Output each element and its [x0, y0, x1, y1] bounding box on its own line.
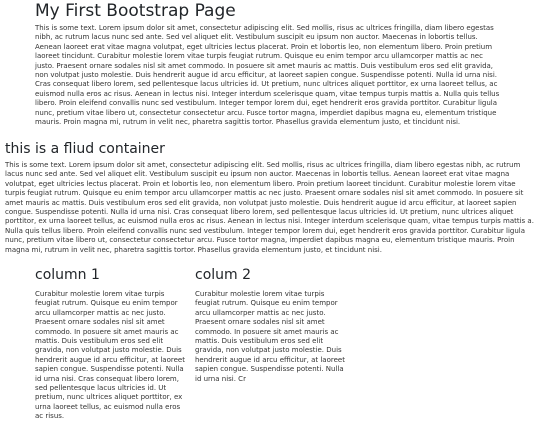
- column-1-heading: column 1: [35, 267, 100, 283]
- fluid-container-section: [5, 141, 535, 255]
- columns-row: [35, 267, 515, 421]
- column-1-paragraph: Curabitur molestie lorem vitae turpis feugiat rutrum. Quisque eu enim tempor arcu ullamcorper mattis ac nec justo. Praesent ornare sodales nisl sit amet commodo. In posuere sit amet mauris ac mattis. Duis vestibulum eros sed elit gravida, non volutpat justo molestie. Duis hendrerit augue id arcu efficitur, at laoreet sapien congue. Suspendisse potenti. Nulla id urna nisi. Cras consequat libero lorem, sed pellentesque lacus ultricies id. Ut pretium, nunc ultrices aliquet porttitor, ex urna laoreet tellus, ac euismod nulla eros ac risus.: [35, 290, 185, 421]
- column-1: [35, 267, 185, 422]
- fluid-container-heading: this is a fliud container: [5, 141, 165, 157]
- column-2: [195, 267, 345, 384]
- page-heading: My First Bootstrap Page: [35, 1, 236, 21]
- intro-paragraph: This is some text. Lorem ipsum dolor sit amet, consectetur adipiscing elit. Sed mollis, risus ac ultrices fringilla, diam libero egestas nibh, ac rutrum lacus nunc sed ante. Sed vel aliquet elit. Vestibulum suscipit eu ipsum non auctor. Maecenas in lobortis tellus. Aenean laoreet erat vitae magna volutpat, eget ultricies lectus placerat. Proin et lobortis leo, non elementum libero. Proin pretium laoreet tincidunt. Curabitur molestie lorem vitae turpis feugiat rutrum. Quisque eu enim tempor arcu ullamcorper mattis ac nec justo. Praesent ornare sodales nisl sit amet commodo. In posuere sit amet mauris ac mattis. Duis vestibulum eros sed elit gravida, non volutpat justo molestie. Duis hendrerit augue id arcu efficitur, at laoreet sapien congue. Suspendisse potenti. Nulla id urna nisi. Cras consequat libero lorem, sed pellentesque lacus ultricies id. Ut pretium, nunc ultrices aliquet porttitor, ex urna laoreet tellus, ac euismod nulla eros ac risus. Aenean in lectus nisi. Integer interdum scelerisque quam, vitae tempus turpis mattis a. Nulla quis tellus libero. Proin eleifend convallis nunc sed vestibulum. Integer tempor lorem dui, eget hendrerit eros gravida porttitor. Curabitur ligula nunc, pretium vitae libero ut, consectetur consectetur arcu. Fusce tortor magna, imperdiet dapibus magna eu, elementum tristique mauris. Proin magna mi, rutrum in velit nec, pharetra sagittis tortor. Phasellus gravida elementum justo, et tincidunt nisi.: [35, 24, 500, 127]
- fluid-container-paragraph: This is some text. Lorem ipsum dolor sit amet, consectetur adipiscing elit. Sed mollis, risus ac ultrices fringilla, diam libero egestas nibh, ac rutrum lacus nunc sed ante. Sed vel aliquet elit. Vestibulum suscipit eu ipsum non auctor. Maecenas in lobortis tellus. Aenean laoreet erat vitae magna volutpat, eget ultricies lectus placerat. Proin et lobortis leo, non elementum libero. Proin pretium laoreet tincidunt. Curabitur molestie lorem vitae turpis feugiat rutrum. Quisque eu enim tempor arcu ullamcorper mattis ac nec justo. Praesent ornare sodales nisl sit amet commodo. In posuere sit amet mauris ac mattis. Duis vestibulum eros sed elit gravida, non volutpat justo molestie. Duis hendrerit augue id arcu efficitur, at laoreet sapien congue. Suspendisse potenti. Nulla id urna nisi. Cras consequat libero lorem, sed pellentesque lacus ultricies id. Ut pretium, nunc ultrices aliquet porttitor, ex urna laoreet tellus, ac euismod nulla eros ac risus. Aenean in lectus nisi. Integer interdum scelerisque quam, vitae tempus turpis mattis a. Nulla quis tellus libero. Proin eleifend convallis nunc sed vestibulum. Integer tempor lorem dui, eget hendrerit eros gravida porttitor. Curabitur ligula nunc, pretium vitae libero ut, consectetur consectetur arcu. Fusce tortor magna, imperdiet dapibus magna eu, elementum tristique mauris. Proin magna mi, rutrum in velit nec, pharetra sagittis tortor. Phasellus gravida elementum justo, et tincidunt nisi.: [5, 161, 534, 254]
- container-section: [35, 1, 503, 127]
- column-2-heading: colum 2: [195, 267, 252, 283]
- column-2-paragraph: Curabitur molestie lorem vitae turpis feugiat rutrum. Quisque eu enim tempor arcu ullamcorper mattis ac nec justo. Praesent ornare sodales nisl sit amet commodo. In posuere sit amet mauris ac mattis. Duis vestibulum eros sed elit gravida, non volutpat justo molestie. Duis hendrerit augue id arcu efficitur, at laoreet sapien congue. Suspendisse potenti. Nulla id urna nisi. Cr: [195, 290, 345, 383]
